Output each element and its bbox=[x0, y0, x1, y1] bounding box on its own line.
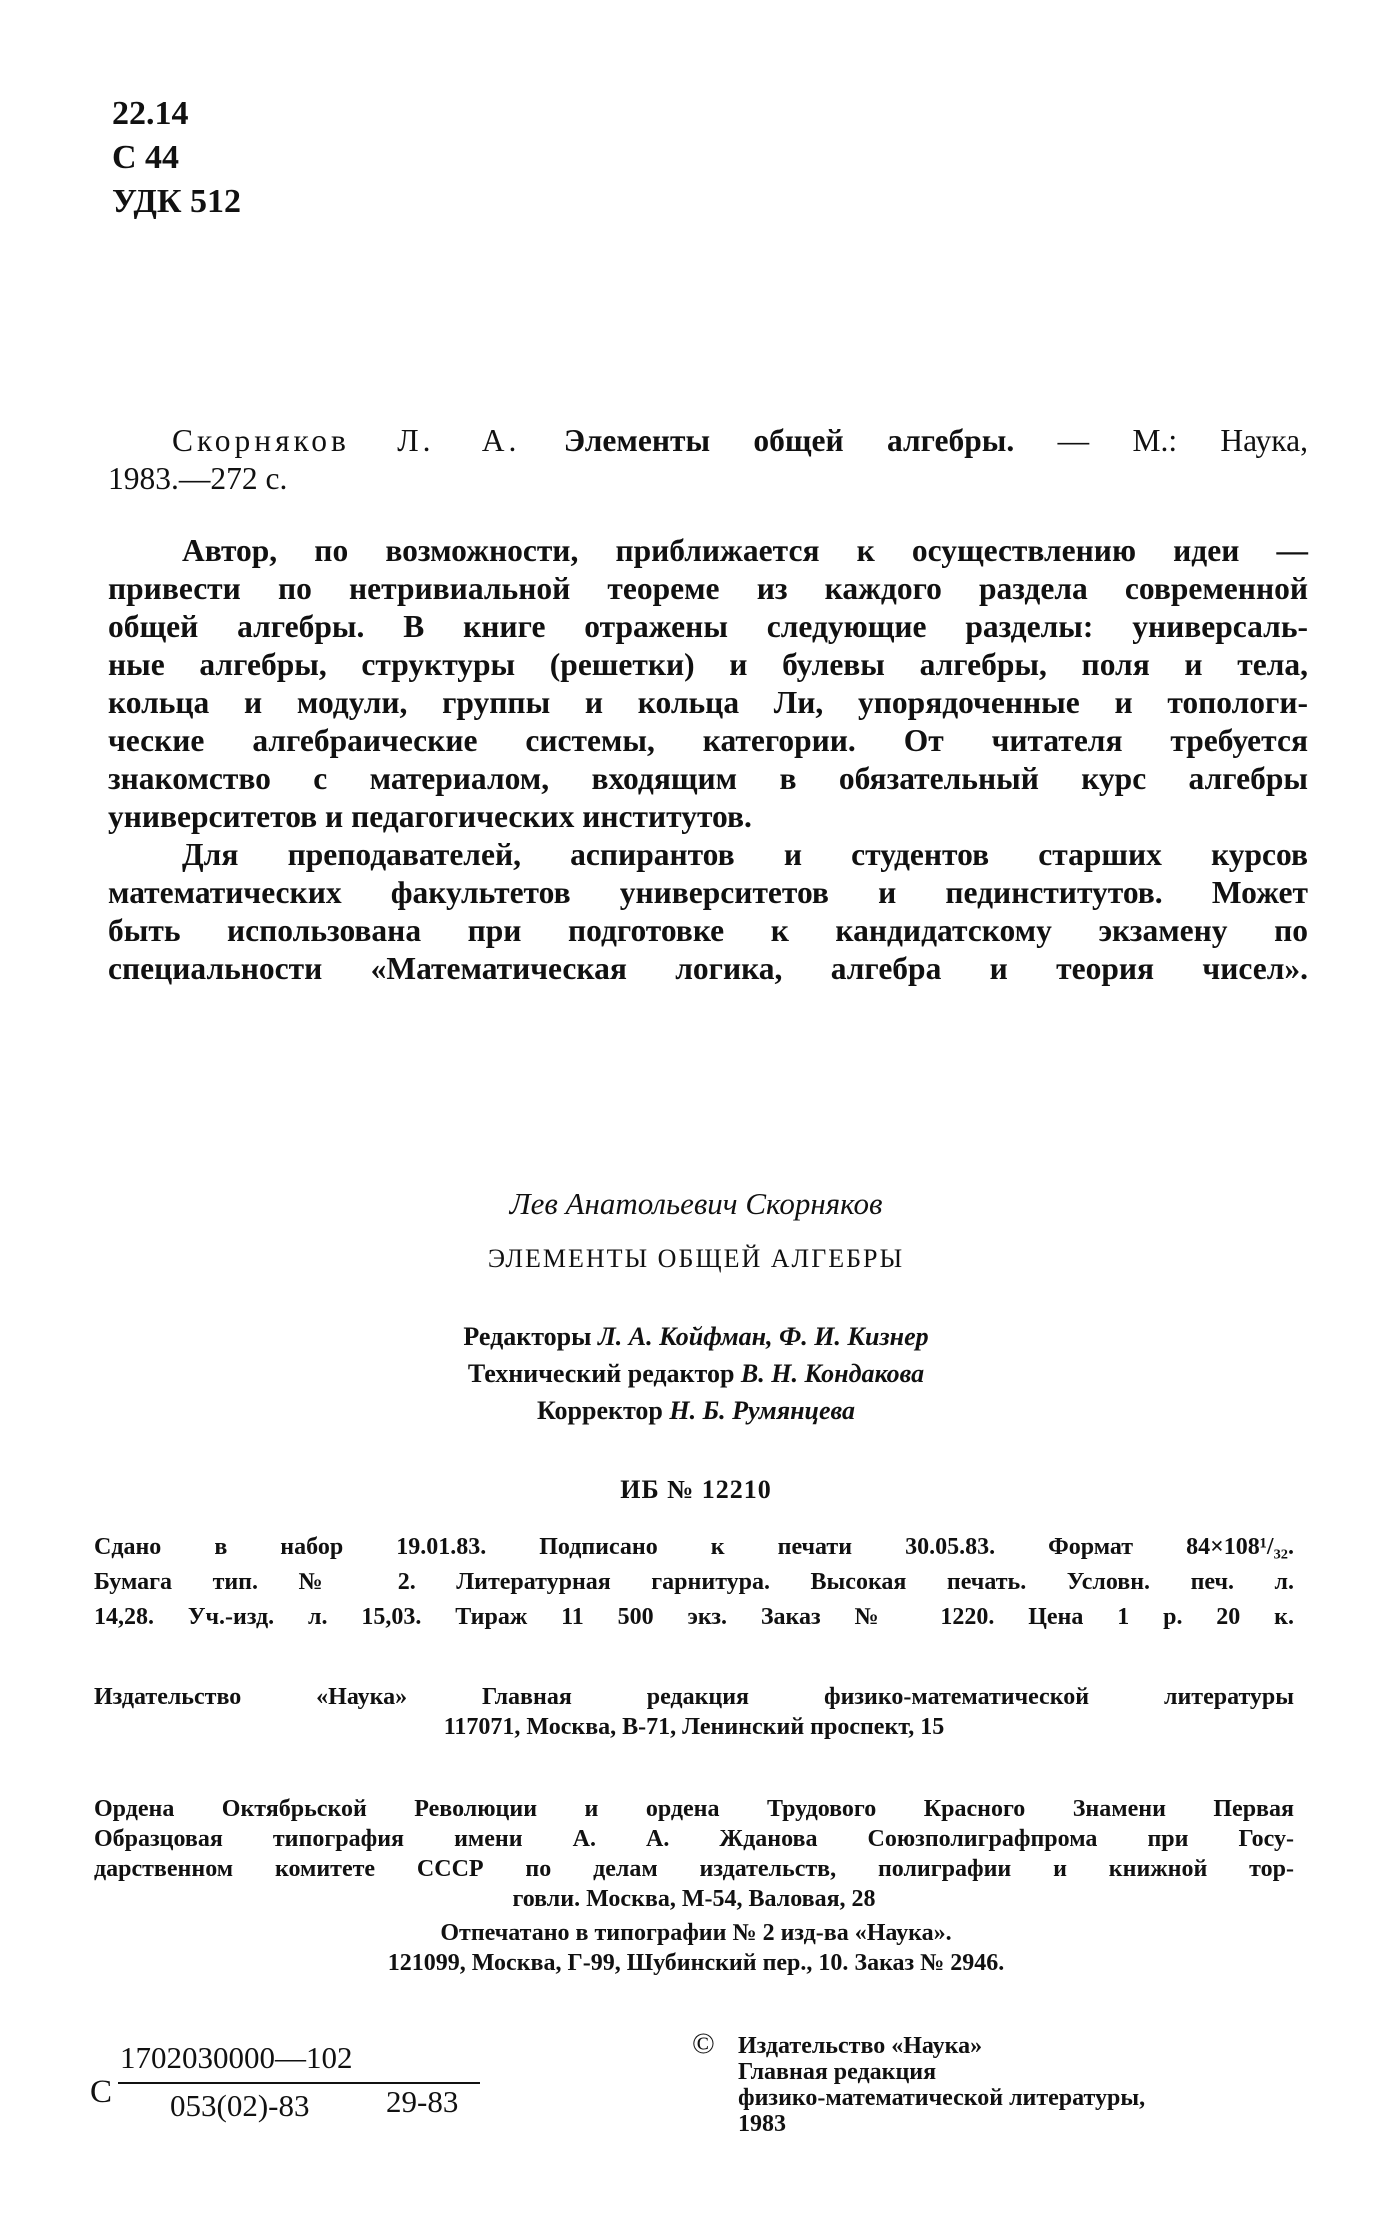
print-spec-line: 14,28. Уч.-изд. л. 15,03. Тираж 11 500 экз. Заказ № 1220. Цена 1 р. 20 к. bbox=[94, 1604, 1294, 1630]
classification-codes bbox=[112, 92, 241, 224]
publisher-info bbox=[94, 1682, 1294, 1742]
annotation-line: быть использована при подготовке к кандидатскому экзамену по bbox=[108, 913, 1308, 948]
author-full-name: Лев Анатольевич Скорняков bbox=[509, 1186, 883, 1221]
tech-editor-label: Технический редактор bbox=[467, 1359, 735, 1388]
bbk-code: 22.14 bbox=[112, 95, 189, 132]
annotation-line: общей алгебры. В книге отражены следующие разделы: универсаль- bbox=[108, 609, 1308, 644]
copyright-block bbox=[692, 2027, 1146, 2137]
printer-line: дарственном комитете СССР по делам издательств, полиграфии и книжной тор- bbox=[94, 1856, 1294, 1882]
code-suffix: 29-83 bbox=[386, 2084, 459, 2119]
publisher-line: Издательство «Наука» Главная редакция физико-математической литературы bbox=[94, 1684, 1294, 1710]
printer-line: Образцовая типография имени А. А. Жданова Союзполиграфпрома при Госу- bbox=[94, 1826, 1294, 1852]
code-numerator: 1702030000—102 bbox=[120, 2040, 353, 2075]
printed-line: Отпечатано в типографии № 2 изд-ва «Наука». bbox=[440, 1920, 952, 1946]
udc-code: УДК 512 bbox=[112, 183, 242, 220]
printer-info bbox=[94, 1794, 1294, 1914]
book-title-caps: ЭЛЕМЕНТЫ ОБЩЕЙ АЛГЕБРЫ bbox=[487, 1244, 905, 1273]
proofreader-line bbox=[0, 1396, 1392, 1426]
print-specs bbox=[94, 1530, 1294, 1635]
annotation-line: университетов и педагогических институтов. bbox=[108, 799, 752, 834]
bibliographic-abstract bbox=[108, 422, 1308, 988]
author-mark: С 44 bbox=[112, 139, 180, 176]
annotation-line: ные алгебры, структуры (решетки) и булевы алгебры, поля и тела, bbox=[108, 647, 1308, 682]
year-pages: 1983.—272 с. bbox=[108, 461, 288, 496]
editors-line bbox=[0, 1322, 1392, 1352]
annotation-line: ческие алгебраические системы, категории. От читателя требуется bbox=[108, 723, 1308, 758]
print-spec-line: Сдано в набор 19.01.83. Подписано к печати 30.05.83. Формат 84×108¹/₃₂. bbox=[94, 1534, 1294, 1560]
annotation bbox=[108, 532, 1308, 988]
annotation-line: специальности «Математическая логика, алгебра и теория чисел». bbox=[108, 951, 1308, 986]
annotation-line: знакомство с материалом, входящим в обязательный курс алгебры bbox=[108, 761, 1308, 796]
editors-names: Л. А. Койфман, Ф. И. Кизнер bbox=[597, 1322, 929, 1351]
ib-number: ИБ № 12210 bbox=[620, 1475, 772, 1504]
editors-label: Редакторы bbox=[463, 1322, 592, 1351]
printed-at-info bbox=[0, 1918, 1392, 1978]
copyright-line: Главная редакция bbox=[738, 2059, 937, 2085]
annotation-line: кольца и модули, группы и кольца Ли, упорядоченные и топологи- bbox=[108, 685, 1308, 720]
publisher-address: 117071, Москва, В-71, Ленинский проспект, 15 bbox=[443, 1714, 945, 1740]
print-spec-line: Бумага тип. № 2. Литературная гарнитура. Высокая печать. Условн. печ. л. bbox=[94, 1569, 1294, 1595]
catalog-code bbox=[90, 2040, 510, 2170]
code-prefix: С bbox=[90, 2074, 113, 2110]
code-denominator: 053(02)-83 bbox=[170, 2088, 310, 2123]
printer-line: Ордена Октябрьской Революции и ордена Трудового Красного Знамени Первая bbox=[94, 1796, 1294, 1822]
author-name: Скорняков Л. А. bbox=[172, 423, 521, 458]
copyright-line: физико-математической литературы, bbox=[738, 2085, 1146, 2111]
tech-editor-line bbox=[0, 1359, 1392, 1389]
annotation-line: привести по нетривиальной теореме из каждого раздела современной bbox=[108, 571, 1308, 606]
copyright-symbol: © bbox=[692, 2027, 715, 2060]
copyright-line: 1983 bbox=[738, 2111, 786, 2137]
proofreader-label: Корректор bbox=[537, 1396, 663, 1425]
annotation-line: Для преподавателей, аспирантов и студентов старших курсов bbox=[182, 837, 1308, 872]
book-title: Элементы общей алгебры. bbox=[563, 423, 1015, 458]
printed-line: 121099, Москва, Г-99, Шубинский пер., 10. Заказ № 2946. bbox=[387, 1950, 1005, 1976]
annotation-line: математических факультетов университетов и пединститутов. Может bbox=[108, 875, 1308, 910]
bibliographic-line-1 bbox=[108, 422, 1308, 460]
copyright-line: Издательство «Наука» bbox=[738, 2033, 983, 2059]
proofreader-name: Н. Б. Румянцева bbox=[669, 1396, 855, 1425]
tech-editor-name: В. Н. Кондакова bbox=[740, 1359, 925, 1388]
annotation-line: Автор, по возможности, приближается к осуществлению идеи — bbox=[182, 533, 1308, 568]
printer-line: говли. Москва, М-54, Валовая, 28 bbox=[512, 1886, 876, 1912]
imprint-info: — М.: Наука, bbox=[1057, 423, 1308, 458]
